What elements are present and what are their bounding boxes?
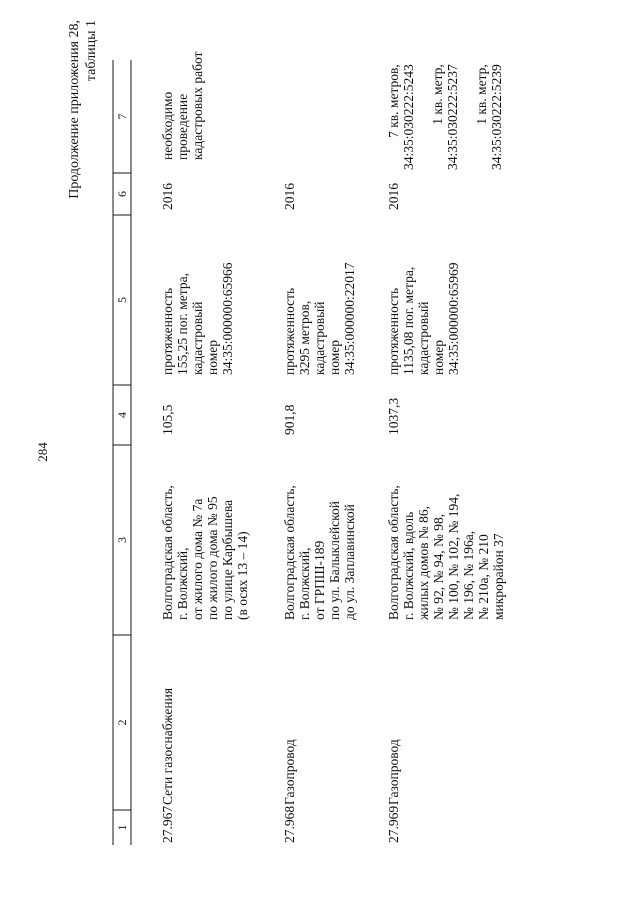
object-location	[160, 485, 250, 620]
object-note	[160, 52, 205, 160]
object-note	[386, 64, 504, 170]
object-year: 2016	[282, 183, 297, 210]
object-year: 2016	[386, 183, 401, 210]
object-year: 2016	[160, 183, 175, 210]
params-line: 34:35:000000:22017	[342, 262, 357, 375]
location-line: № 196, № 196а,	[461, 530, 476, 620]
header-col-5: 5	[115, 297, 129, 303]
params-line: протяженность	[386, 287, 401, 375]
params-line: 34:35:000000:65969	[446, 262, 461, 375]
params-line: номер	[431, 339, 446, 375]
object-length: 1037,3	[386, 397, 401, 435]
object-location	[386, 485, 506, 620]
continuation-line-1: Продолжение приложения 28,	[67, 20, 82, 199]
header-col-3: 3	[115, 537, 129, 543]
params-line: протяженность	[282, 287, 297, 375]
location-line: до ул. Заплавинской	[342, 504, 357, 620]
note-line: 1 кв. метр,	[430, 64, 445, 125]
note-line: 34:35:030222:5239	[489, 64, 504, 170]
note-line: 34:35:030222:5243	[401, 64, 416, 170]
location-line: от ГРПШ-189	[312, 540, 327, 620]
object-name: Газопровод	[386, 739, 401, 805]
note-line: проведение	[175, 93, 190, 160]
note-line: 1 кв. метр,	[474, 64, 489, 125]
params-line: 1135,08 пог. метра,	[401, 266, 416, 375]
object-params	[386, 262, 461, 375]
location-line: Волгоградская область,	[282, 485, 297, 620]
params-line: кадастровый	[416, 301, 431, 375]
object-params	[282, 262, 357, 375]
header-col-6: 6	[115, 191, 129, 197]
location-line: Волгоградская область,	[160, 485, 175, 620]
note-spacer	[416, 64, 430, 170]
params-line: 3295 метров,	[297, 300, 312, 375]
location-line: от жилого дома № 7а	[190, 498, 205, 620]
header-col-2: 2	[115, 719, 129, 726]
params-line: 34:35:000000:65966	[220, 262, 235, 375]
location-line: г. Волжский,	[297, 547, 312, 620]
note-line: необходимо	[160, 91, 175, 160]
note-line: 7 кв. метров,	[386, 64, 401, 138]
location-line: г. Волжский, вдоль	[401, 511, 416, 620]
location-line: по жилого дома № 95	[205, 496, 220, 620]
row-number: 27.968	[282, 805, 297, 843]
object-params	[160, 262, 235, 375]
note-line: кадастровых работ	[190, 51, 205, 160]
page-number: 284	[35, 442, 50, 462]
header-col-7: 7	[115, 113, 129, 120]
object-name: Сети газоснабжения	[160, 687, 175, 805]
params-line: протяженность	[160, 287, 175, 375]
object-length: 901,8	[282, 404, 297, 435]
location-line: № 92, № 94, № 98,	[431, 513, 446, 620]
location-line: № 100, № 102, № 194,	[446, 493, 461, 620]
continuation-line-2: таблицы 1	[84, 20, 99, 82]
location-line: (в осях 13 – 14)	[235, 531, 250, 620]
header-col-1: 1	[115, 824, 129, 831]
params-line: номер	[327, 339, 342, 375]
location-line: № 210а, № 210	[476, 534, 491, 620]
params-line: 155,25 пог. метра,	[175, 273, 190, 375]
row-number: 27.969	[386, 805, 401, 843]
location-line: по улице Карбышева	[220, 499, 235, 620]
object-location	[282, 485, 357, 620]
header-col-4: 4	[115, 412, 129, 418]
location-line: г. Волжский,	[175, 547, 190, 620]
params-line: кадастровый	[190, 301, 205, 375]
location-line: микрорайон 37	[491, 533, 506, 620]
note-line: 34:35:030222:5237	[445, 64, 460, 170]
object-length: 105,5	[160, 404, 175, 435]
location-line: по ул. Балыклейской	[327, 500, 342, 620]
params-line: номер	[205, 339, 220, 375]
params-line: кадастровый	[312, 301, 327, 375]
note-spacer	[460, 64, 474, 170]
location-line: Волгоградская область,	[386, 485, 401, 620]
row-number: 27.967	[160, 805, 175, 843]
location-line: жилых домов № 86,	[416, 505, 431, 620]
object-name: Газопровод	[282, 739, 297, 805]
